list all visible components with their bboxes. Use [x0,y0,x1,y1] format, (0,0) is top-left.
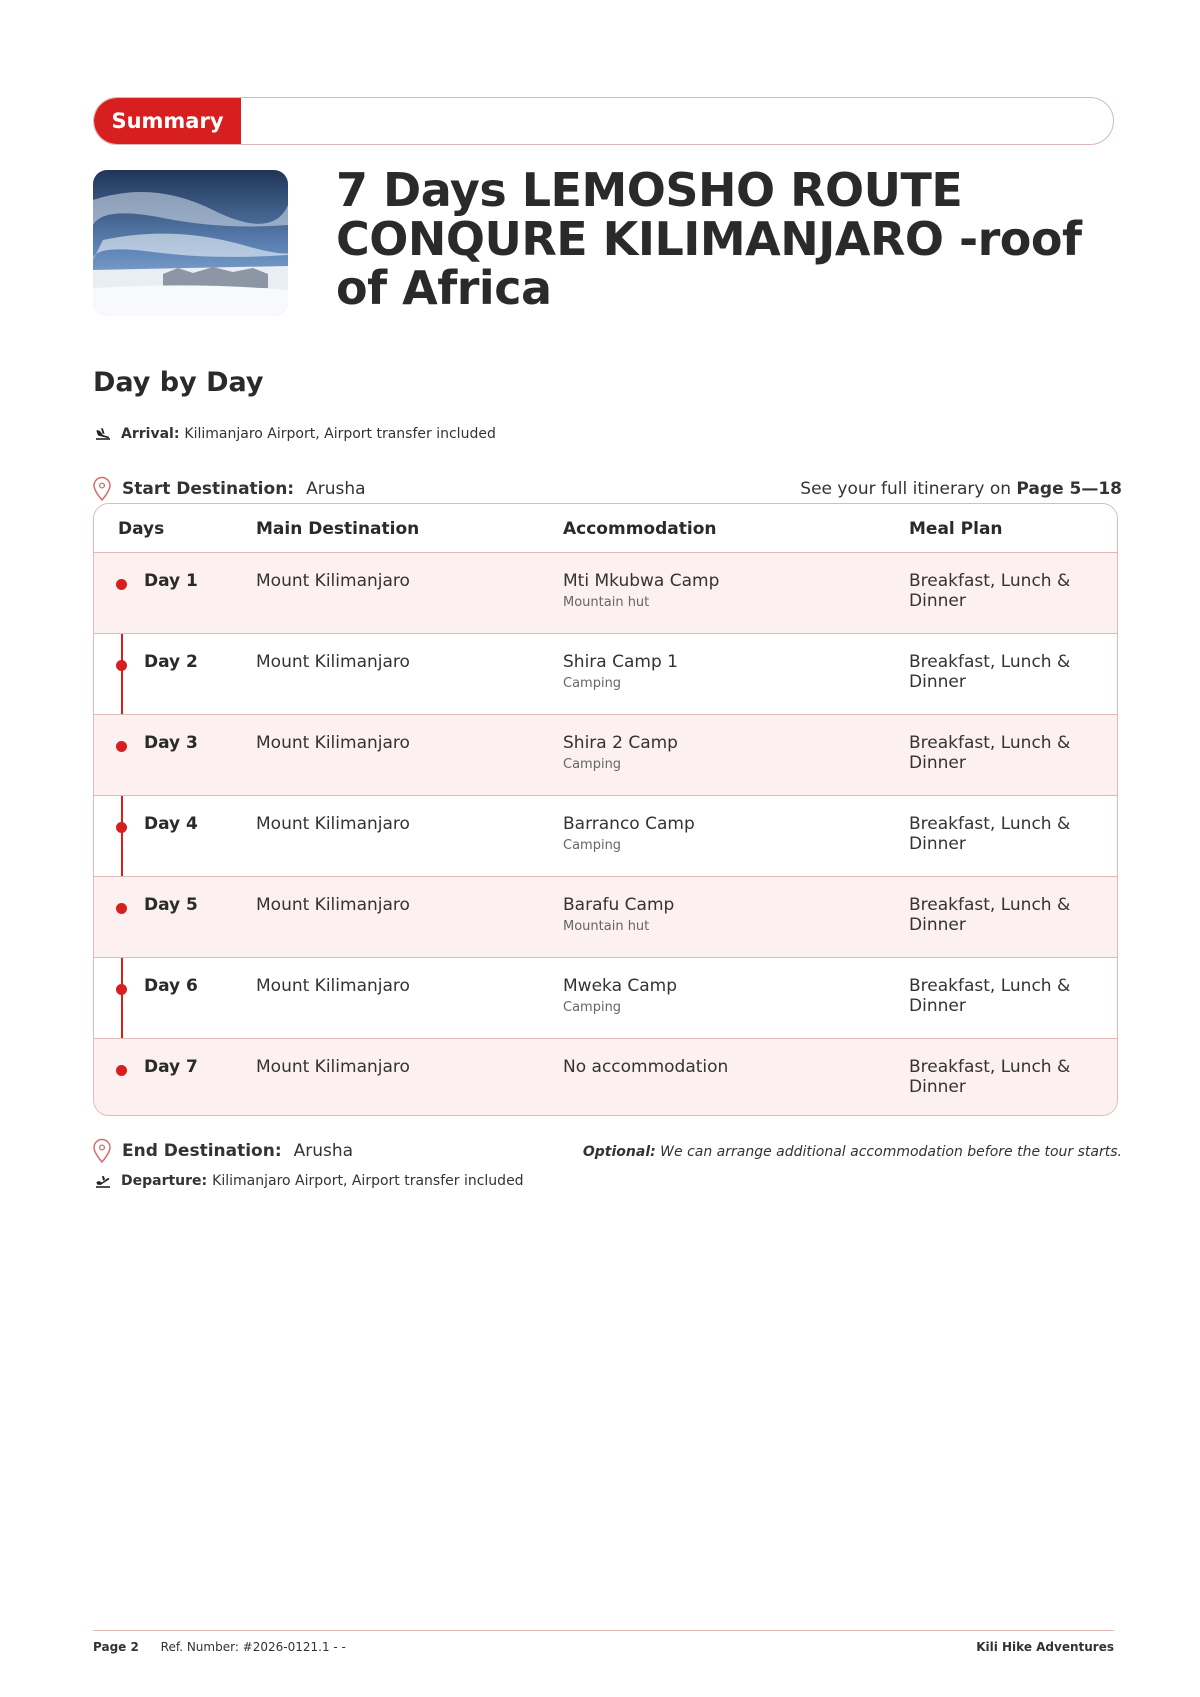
header-meal-plan: Meal Plan [909,519,1003,539]
table-row [94,715,1117,796]
arrival-line [93,425,496,443]
table-row [94,958,1117,1039]
accommodation [563,733,678,772]
map-pin-icon [91,1138,113,1164]
plane-takeoff-icon [93,1172,113,1190]
timeline-dot [116,984,127,995]
itinerary-table [93,503,1118,1116]
end-label: End Destination: [122,1141,282,1161]
table-row [94,634,1117,715]
day-label: Day 6 [144,976,198,996]
day-label: Day 3 [144,733,198,753]
day-label: Day 7 [144,1057,198,1077]
accommodation-name: Shira Camp 1 [563,652,678,672]
arrival-text: Kilimanjaro Airport, Airport transfer included [184,426,496,442]
accommodation-type: Camping [563,757,622,772]
start-value: Arusha [306,479,366,499]
table-row [94,1039,1117,1116]
page-number: Page 2 [93,1640,139,1654]
optional-text: We can arrange additional accommodation before the tour starts. [660,1144,1122,1160]
itinerary-prefix: See your full itinerary on [800,479,1012,499]
accommodation [563,814,695,853]
main-destination: Mount Kilimanjaro [256,652,410,672]
main-destination: Mount Kilimanjaro [256,1057,410,1077]
day-label: Day 2 [144,652,198,672]
day-label: Day 4 [144,814,198,834]
table-header [94,504,1117,553]
departure-line [93,1172,524,1190]
map-pin-icon [91,476,113,502]
accommodation-name: Mti Mkubwa Camp [563,571,720,591]
summary-bar [93,97,1114,145]
timeline-dot [116,903,127,914]
table-row [94,553,1117,634]
table-row [94,877,1117,958]
end-destination [91,1138,353,1164]
accommodation [563,976,677,1015]
main-destination: Mount Kilimanjaro [256,571,410,591]
company-name: Kili Hike Adventures [976,1640,1114,1654]
departure-text: Kilimanjaro Airport, Airport transfer included [212,1173,524,1189]
table-row [94,796,1117,877]
timeline-dot [116,1065,127,1076]
accommodation [563,895,674,934]
main-destination: Mount Kilimanjaro [256,733,410,753]
main-destination: Mount Kilimanjaro [256,895,410,915]
timeline-dot [116,822,127,833]
timeline-dot [116,741,127,752]
header-accommodation: Accommodation [563,519,717,539]
accommodation-name: Mweka Camp [563,976,678,996]
accommodation-type: Camping [563,1000,622,1015]
summary-label: Summary [94,98,241,144]
departure-label: Departure: [121,1173,208,1189]
accommodation-type: Mountain hut [563,595,650,610]
hero-image [93,170,288,316]
itinerary-reference [800,479,1122,499]
accommodation-name: No accommodation [563,1057,729,1077]
footer-divider [93,1630,1114,1631]
meal-plan: Breakfast, Lunch & Dinner [909,814,1071,854]
start-destination [91,476,366,502]
day-label: Day 1 [144,571,198,591]
accommodation-type: Camping [563,676,622,691]
day-label: Day 5 [144,895,198,915]
end-value: Arusha [293,1141,354,1161]
accommodation-type: Mountain hut [563,919,650,934]
footer-right [976,1640,1114,1654]
timeline-dot [116,660,127,671]
accommodation [563,652,678,691]
main-destination: Mount Kilimanjaro [256,814,410,834]
optional-note [583,1144,1122,1160]
arrival-label: Arrival: [121,426,180,442]
header-main-destination: Main Destination [256,519,420,539]
section-heading: Day by Day [93,367,264,398]
accommodation-name: Shira 2 Camp [563,733,678,753]
plane-landing-icon [93,425,113,443]
accommodation-name: Barafu Camp [563,895,675,915]
meal-plan: Breakfast, Lunch & Dinner [909,976,1071,1016]
timeline-dot [116,579,127,590]
main-destination: Mount Kilimanjaro [256,976,410,996]
reference-number: Ref. Number: #2026-0121.1 - - [160,1640,346,1654]
optional-label: Optional: [582,1144,656,1160]
accommodation [563,1057,728,1077]
accommodation-name: Barranco Camp [563,814,695,834]
footer-left [93,1640,346,1654]
tour-title: 7 Days LEMOSHO ROUTE CONQURE KILIMANJARO -roof of Africa [336,163,1082,315]
meal-plan: Breakfast, Lunch & Dinner [909,1057,1071,1097]
meal-plan: Breakfast, Lunch & Dinner [909,733,1071,773]
meal-plan: Breakfast, Lunch & Dinner [909,895,1071,935]
meal-plan: Breakfast, Lunch & Dinner [909,652,1071,692]
meal-plan: Breakfast, Lunch & Dinner [909,571,1071,611]
accommodation [563,571,719,610]
itinerary-pages: Page 5—18 [1016,479,1122,499]
header-days: Days [118,519,165,539]
start-label: Start Destination: [122,479,295,499]
accommodation-type: Camping [563,838,622,853]
